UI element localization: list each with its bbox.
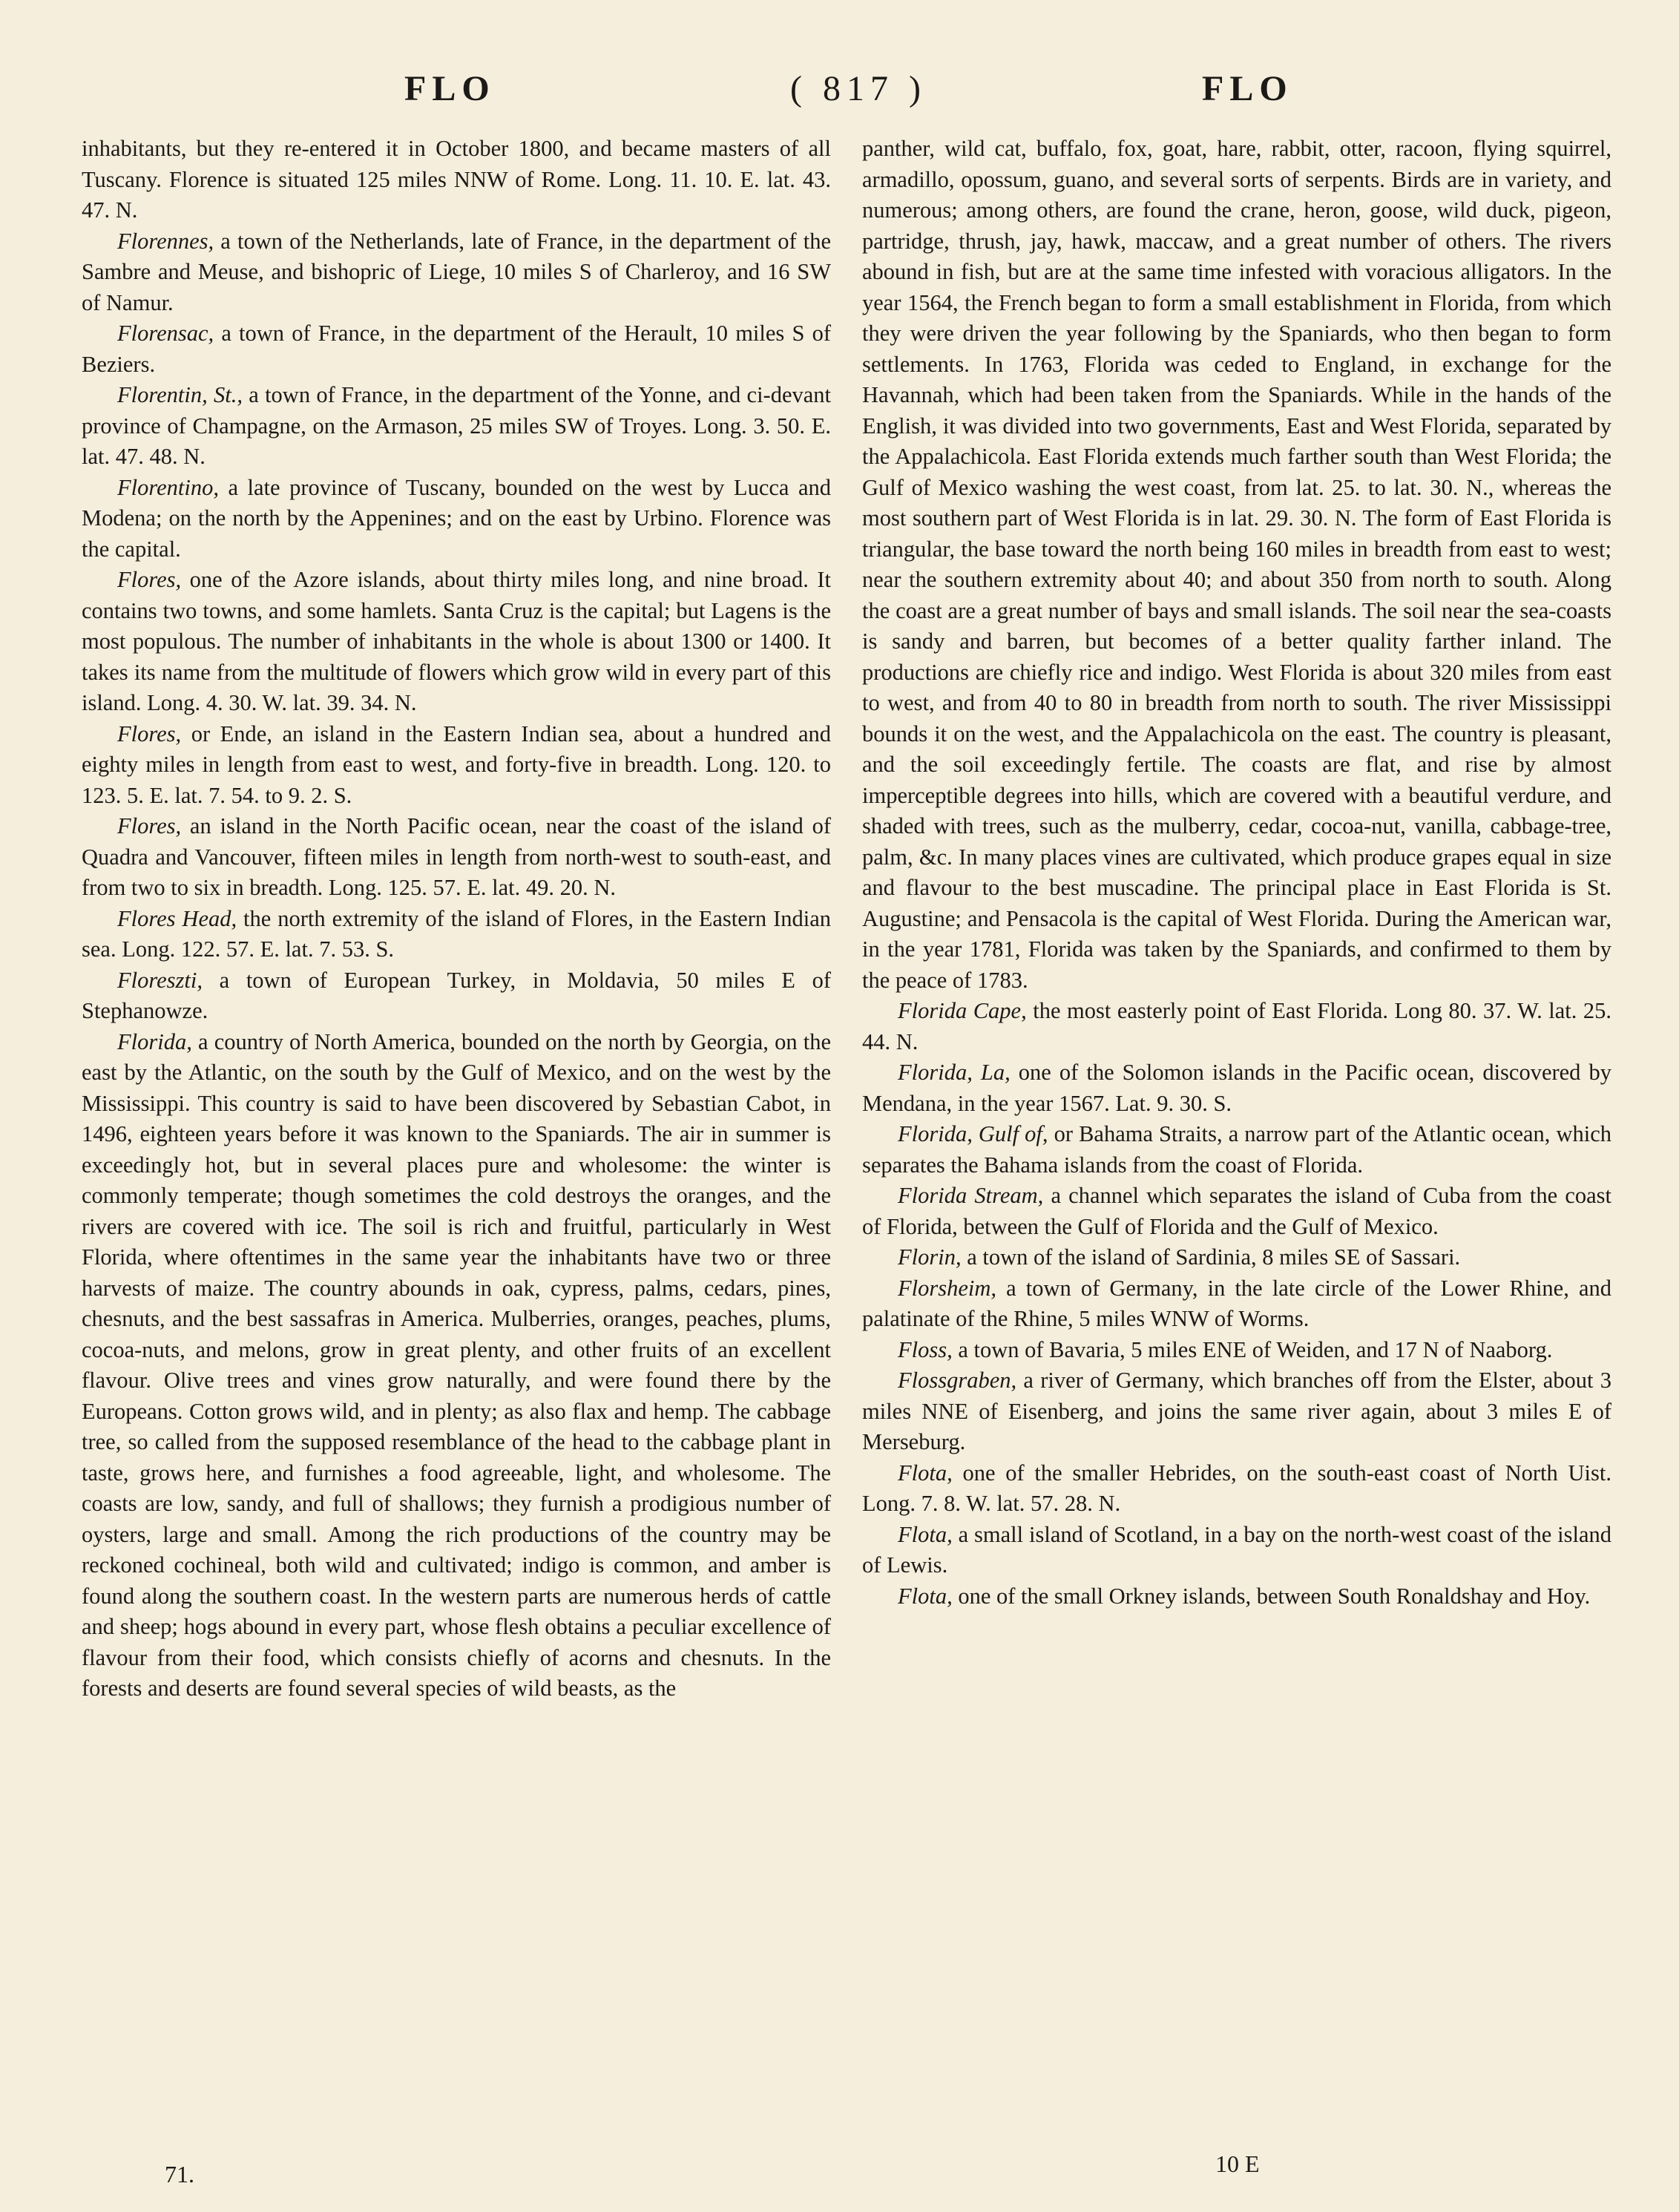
entry-text: the most easterly point of East Florida. Long 80. 37. W. lat. 25. 44. N. (862, 998, 1611, 1054)
entry-term: Florentino, (117, 474, 219, 500)
gazetteer-entry (862, 996, 1611, 1057)
entry-text: a town of France, in the department of the Yonne, and ci-devant province of Champagne, on the Armason, 25 miles SW of Troyes. Long. 3. 50. E. lat. 47. 48. N. (82, 382, 831, 469)
gazetteer-entry (82, 380, 831, 473)
entry-term: Flota, (898, 1583, 953, 1609)
signature-mark-left: 71. (165, 2161, 194, 2188)
entry-term: Florida, Gulf of, (898, 1121, 1048, 1146)
gazetteer-entry (862, 1335, 1611, 1366)
entry-term: Florennes, (117, 228, 214, 254)
entry-text: a river of Germany, which branches off from the Elster, about 3 miles NNE of Eisenberg, and joins the same river again, about 3 miles E of Merseburg. (862, 1368, 1611, 1454)
gazetteer-entry (82, 226, 831, 319)
gazetteer-entry (82, 1027, 831, 1704)
entry-text: panther, wild cat, buffalo, fox, goat, hare, rabbit, otter, racoon, flying squirrel, armadillo, opossum, guano, and several sorts of serpents. Birds are in variety, and numerous; among others, are found the crane, heron, goose, wild duck, pigeon, partridge, thrush, jay, hawk, maccaw, and a great number of others. The rivers abound in fish, but are at the same time infested with voracious alligators. In the year 1564, the French began to form a small establishment in Florida, from which they were driven the year following by the Spaniards, who then began to form settlements. In 1763, Florida was ceded to England, in exchange for the Havannah, which had been taken from the Spaniards. While in the hands of the English, it was divided into two governments, East and West Florida, separated by the Appalachicola. East Florida extends much farther south than West Florida; the Gulf of Mexico washing the west coast, from lat. 25. to lat. 30. N., whereas the most southern part of West Florida is in lat. 29. 30. N. The form of East Florida is triangular, the base toward the north being 160 miles in breadth from east to west; near the southern extremity about 40; and about 350 from north to south. Along the coast are a great number of bays and small islands. The soil near the sea-coasts is sandy and barren, but becomes of a better quality farther inland. The productions are chiefly rice and indigo. West Florida is about 320 miles from east to west, and from 40 to 80 in breadth from north to south. The river Mississippi bounds it on the west, and the Appalachicola on the east. The country is pleasant, and the soil exceedingly fertile. The coasts are flat, and rise by almost imperceptible degrees into hills, which are covered with a beautiful verdure, and shaded with trees, such as the mulberry, cedar, cocoa-nut, vanilla, cabbage-tree, palm, &c. In many places vines are cultivated, which produce grapes equal in size and flavour to the best muscadine. The principal place in East Florida is St. Augustine; and Pensacola is the capital of West Florida. During the American war, in the year 1781, Florida was taken by the Spaniards, and confirmed to them by the peace of 1783. (862, 136, 1611, 993)
running-head-left: FLO (404, 69, 496, 108)
left-column (82, 134, 831, 1704)
entry-term: Flota, (898, 1460, 953, 1486)
gazetteer-entry (862, 1273, 1611, 1335)
entry-term: Flores Head, (117, 905, 237, 931)
gazetteer-entry (862, 1057, 1611, 1119)
page-number: ( 817 ) (790, 69, 927, 108)
gazetteer-entry (82, 965, 831, 1027)
continued-text (82, 134, 831, 226)
entry-text: a late province of Tuscany, bounded on the west by Lucca and Modena; on the north by the Appenines; and on the east by Urbino. Florence was the capital. (82, 474, 831, 562)
entry-term: Florensac, (117, 321, 214, 346)
entry-text: an island in the North Pacific ocean, near the coast of the island of Quadra and Vancouver, fifteen miles in length from north-west to south-east, and from two to six in breadth. Long. 125. 57. E. lat. 49. 20. N. (82, 813, 831, 900)
entry-text: the north extremity of the island of Flores, in the Eastern Indian sea. Long. 122. 57. E. lat. 7. 53. S. (82, 905, 831, 962)
gazetteer-entry (862, 1581, 1611, 1612)
gazetteer-entry (862, 1458, 1611, 1520)
entry-term: Florida Cape, (898, 998, 1027, 1023)
entry-text: a channel which separates the island of Cuba from the coast of Florida, between the Gulf of Florida and the Gulf of Mexico. (862, 1183, 1611, 1239)
gazetteer-entry (862, 1242, 1611, 1273)
entry-term: Floss, (898, 1336, 953, 1362)
entry-term: Flota, (898, 1521, 953, 1547)
entry-term: Flores, (117, 567, 182, 592)
entry-text: or Ende, an island in the Eastern Indian sea, about a hundred and eighty miles in length from east to west, and forty-five in breadth. Long. 120. to 123. 5. E. lat. 7. 54. to 9. 2. S. (82, 721, 831, 808)
entry-text: one of the Azore islands, about thirty miles long, and nine broad. It contains two towns, and some hamlets. Santa Cruz is the capital; but Lagens is the most populous. The number of inhabitants in the whole is about 1300 or 1400. It takes its name from the multitude of flowers which grow wild in every part of this island. Long. 4. 30. W. lat. 39. 34. N. (82, 567, 831, 715)
entry-text: or Bahama Straits, a narrow part of the Atlantic ocean, which separates the Bahama islands from the coast of Florida. (862, 1121, 1611, 1178)
entry-text: one of the Solomon islands in the Pacific ocean, discovered by Mendana, in the year 1567. Lat. 9. 30. S. (862, 1060, 1611, 1116)
right-column (862, 134, 1611, 1612)
entry-term: Florida Stream, (898, 1183, 1044, 1208)
gazetteer-entry (862, 1119, 1611, 1181)
gazetteer-entry (862, 1365, 1611, 1458)
entry-text: a small island of Scotland, in a bay on the north-west coast of the island of Lewis. (862, 1521, 1611, 1578)
entry-term: Floreszti, (117, 967, 203, 993)
entry-term: Florida, La, (898, 1060, 1011, 1085)
gazetteer-entry (82, 318, 831, 380)
entry-term: Florin, (898, 1244, 962, 1270)
gazetteer-entry (82, 904, 831, 965)
entry-term: Flores, (117, 721, 182, 746)
entry-text: one of the small Orkney islands, between South Ronaldshay and Hoy. (952, 1583, 1591, 1609)
gazetteer-entry (862, 1520, 1611, 1581)
entry-term: Florida, (117, 1028, 192, 1054)
gazetteer-entry (82, 719, 831, 812)
entry-text: a town of European Turkey, in Moldavia, 50 miles E of Stephanowze. (82, 967, 831, 1023)
gazetteer-entry (862, 1181, 1611, 1242)
entry-term: Flores, (117, 813, 182, 838)
gazetteer-entry (82, 565, 831, 719)
entry-text: inhabitants, but they re-entered it in October 1800, and became masters of all Tuscany. Florence is situated 125 miles NNW of Rome. Long. 11. 10. E. lat. 43. 47. N. (82, 136, 831, 223)
entry-term: Florentin, St., (117, 382, 243, 407)
entry-text: a town of Germany, in the late circle of the Lower Rhine, and palatinate of the Rhine, 5 miles WNW of Worms. (862, 1275, 1611, 1331)
signature-mark-right: 10 E (1215, 2150, 1260, 2177)
entry-term: Flossgraben, (898, 1368, 1017, 1393)
entry-term: Florsheim, (898, 1275, 997, 1301)
entry-text: a country of North America, bounded on the north by Georgia, on the east by the Atlantic, on the south by the Gulf of Mexico, and on the west by the Mississippi. This country is said to have been discovered by Sebastian Cabot, in 1496, eighteen years before it was known to the Spaniards. The air in summer is exceedingly hot, but in several places pure and wholesome: the winter is commonly temperate; though sometimes the cold destroys the oranges, and the rivers are covered with ice. The soil is rich and fruitful, particularly in West Florida, where oftentimes in the same year the inhabitants have two or three harvests of maize. The country abounds in oak, cypress, palms, cedars, pines, chesnuts, and the best sassafras in America. Mulberries, oranges, peaches, plums, cocoa-nuts, and melons, grow in great plenty, and other fruits of an excellent flavour. Olive trees and vines grow naturally, and were found there by the Europeans. Cotton grows wild, and in plenty; as also flax and hemp. The cabbage tree, so called from the supposed resemblance of the head to the cabbage plant in taste, grows here, and furnishes a food agreeable, light, and wholesome. The coasts are low, sandy, and full of shallows; they furnish a prodigious number of oysters, large and small. Among the rich productions of the country may be reckoned cochineal, both wild and cultivated; indigo is common, and amber is found along the southern coast. In the western parts are numerous herds of cattle and sheep; hogs abound in every part, whose flesh obtains a peculiar excellence of flavour from their food, which consists chiefly of acorns and chesnuts. In the forests and deserts are found several species of wild beasts, as the (82, 1028, 831, 1701)
gazetteer-entry (82, 473, 831, 565)
gazetteer-entry (82, 811, 831, 904)
continued-text (862, 134, 1611, 996)
entry-text: a town of the Netherlands, late of France, in the department of the Sambre and Meuse, and bishopric of Liege, 10 miles S of Charleroy, and 16 SW of Namur. (82, 228, 831, 315)
entry-text: a town of France, in the department of the Herault, 10 miles S of Beziers. (82, 321, 831, 377)
running-head (0, 68, 1679, 120)
entry-text: one of the smaller Hebrides, on the south-east coast of North Uist. Long. 7. 8. W. lat. 57. 28. N. (862, 1460, 1611, 1516)
running-head-right: FLO (1202, 69, 1293, 108)
entry-text: a town of the island of Sardinia, 8 miles SE of Sassari. (961, 1244, 1461, 1270)
entry-text: a town of Bavaria, 5 miles ENE of Weiden, and 17 N of Naaborg. (952, 1336, 1553, 1362)
